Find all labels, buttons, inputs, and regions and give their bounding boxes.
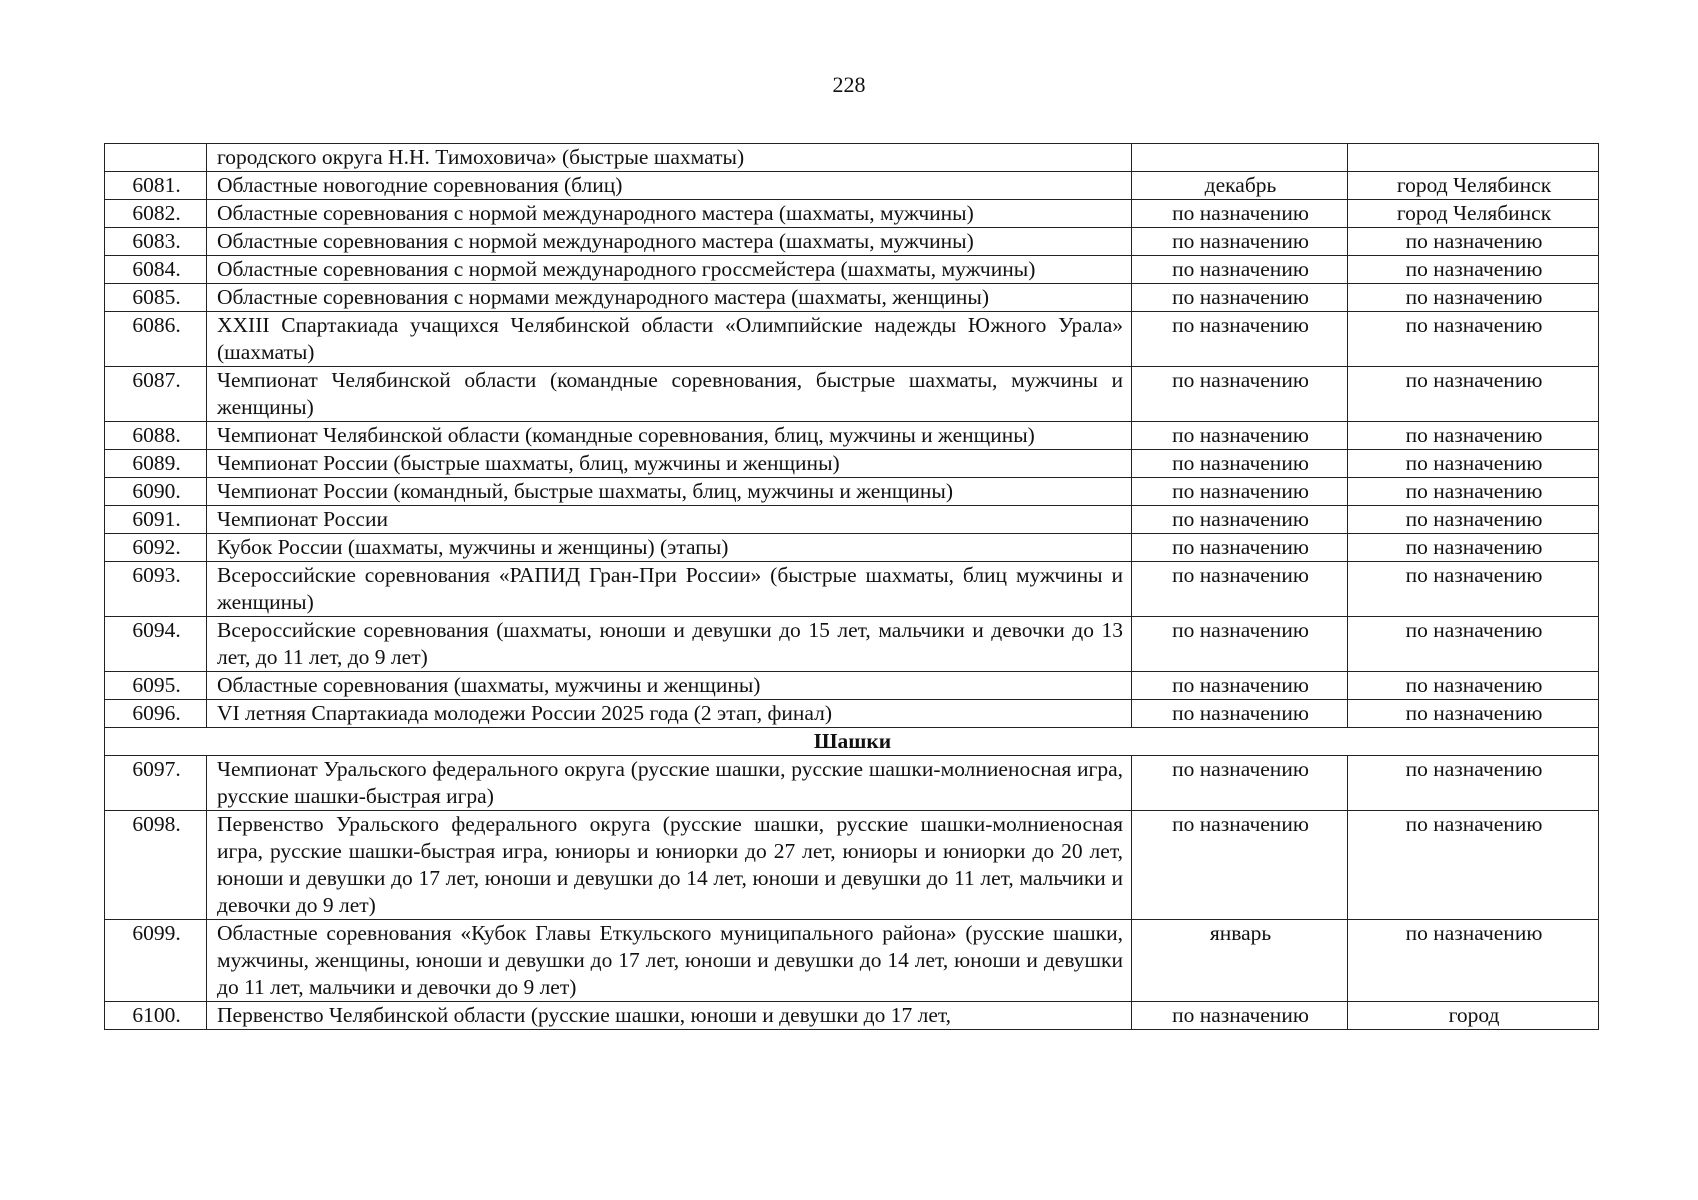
event-place-cell [1348, 144, 1599, 172]
event-date-cell: по назначению [1132, 562, 1348, 617]
section-row [105, 728, 1599, 756]
event-date-cell: по назначению [1132, 756, 1348, 811]
event-place-cell: по назначению [1348, 700, 1599, 728]
event-place-cell: по назначению [1348, 284, 1599, 312]
row-number-cell [105, 144, 207, 172]
table-row [105, 534, 1599, 562]
event-name-cell: Областные соревнования с нормами международного мастера (шахматы, женщины) [207, 284, 1132, 312]
event-name-cell: VI летняя Спартакиада молодежи России 2025 года (2 этап, финал) [207, 700, 1132, 728]
event-name-cell: Чемпионат Уральского федерального округа (русские шашки, русские шашки-молниеносная игра, русские шашки-быстрая игра) [207, 756, 1132, 811]
row-number-cell: 6081. [105, 172, 207, 200]
table-row [105, 672, 1599, 700]
table-row [105, 422, 1599, 450]
event-name-cell: городского округа Н.Н. Тимоховича» (быстрые шахматы) [207, 144, 1132, 172]
row-number-cell: 6096. [105, 700, 207, 728]
event-name-cell: Областные новогодние соревнования (блиц) [207, 172, 1132, 200]
event-date-cell [1132, 144, 1348, 172]
event-name-cell: XXIII Спартакиада учащихся Челябинской области «Олимпийские надежды Южного Урала» (шахматы) [207, 312, 1132, 367]
row-number-cell: 6094. [105, 617, 207, 672]
page-number: 228 [832, 72, 866, 97]
row-number-cell: 6100. [105, 1002, 207, 1030]
event-place-cell: по назначению [1348, 672, 1599, 700]
table-row [105, 562, 1599, 617]
table-row [105, 200, 1599, 228]
event-name-cell: Первенство Уральского федерального округа (русские шашки, русские шашки-молниеносная игра, русские шашки-быстрая игра, юниоры и юниорки до 27 лет, юниоры и юниорки до 20 лет, юноши и девушки до 17 лет, юноши и девушки до 14 лет, юноши и девушки до 11 лет, мальчики и девочки до 9 лет) [207, 811, 1132, 920]
event-name-cell: Областные соревнования «Кубок Главы Еткульского муниципального района» (русские шашки, мужчины, женщины, юноши и девушки до 17 лет, юноши и девушки до 14 лет, юноши и девушки до 11 лет, мальчики и девочки до 9 лет) [207, 920, 1132, 1002]
table-row [105, 506, 1599, 534]
event-name-cell: Кубок России (шахматы, мужчины и женщины) (этапы) [207, 534, 1132, 562]
row-number-cell: 6082. [105, 200, 207, 228]
row-number-cell: 6097. [105, 756, 207, 811]
event-name-cell: Всероссийские соревнования «РАПИД Гран-При России» (быстрые шахматы, блиц мужчины и женщины) [207, 562, 1132, 617]
event-date-cell: по назначению [1132, 478, 1348, 506]
table-row [105, 478, 1599, 506]
event-place-cell: по назначению [1348, 562, 1599, 617]
event-place-cell: по назначению [1348, 422, 1599, 450]
event-date-cell: по назначению [1132, 534, 1348, 562]
event-name-cell: Областные соревнования с нормой международного гроссмейстера (шахматы, мужчины) [207, 256, 1132, 284]
event-name-cell: Чемпионат Челябинской области (командные соревнования, быстрые шахматы, мужчины и женщины) [207, 367, 1132, 422]
row-number-cell: 6084. [105, 256, 207, 284]
event-place-cell: город Челябинск [1348, 200, 1599, 228]
table-row [105, 1002, 1599, 1030]
event-date-cell: по назначению [1132, 811, 1348, 920]
event-name-cell: Всероссийские соревнования (шахматы, юноши и девушки до 15 лет, мальчики и девочки до 13 лет, до 11 лет, до 9 лет) [207, 617, 1132, 672]
row-number-cell: 6098. [105, 811, 207, 920]
event-date-cell: по назначению [1132, 506, 1348, 534]
table-row [105, 312, 1599, 367]
row-number-cell: 6093. [105, 562, 207, 617]
event-date-cell: по назначению [1132, 1002, 1348, 1030]
event-name-cell: Областные соревнования с нормой международного мастера (шахматы, мужчины) [207, 200, 1132, 228]
event-place-cell: город Челябинск [1348, 172, 1599, 200]
row-number-cell: 6088. [105, 422, 207, 450]
row-number-cell: 6090. [105, 478, 207, 506]
event-date-cell: по назначению [1132, 367, 1348, 422]
row-number-cell: 6091. [105, 506, 207, 534]
event-place-cell: по назначению [1348, 312, 1599, 367]
row-number-cell: 6083. [105, 228, 207, 256]
event-date-cell: по назначению [1132, 422, 1348, 450]
table-row [105, 172, 1599, 200]
section-heading: Шашки [105, 728, 1599, 756]
table-row [105, 700, 1599, 728]
event-place-cell: по назначению [1348, 450, 1599, 478]
event-place-cell: по назначению [1348, 228, 1599, 256]
event-name-cell: Чемпионат Челябинской области (командные соревнования, блиц, мужчины и женщины) [207, 422, 1132, 450]
event-date-cell: декабрь [1132, 172, 1348, 200]
event-name-cell: Первенство Челябинской области (русские шашки, юноши и девушки до 17 лет, [207, 1002, 1132, 1030]
table-row [105, 920, 1599, 1002]
table-row [105, 367, 1599, 422]
event-place-cell: по назначению [1348, 756, 1599, 811]
table-row [105, 450, 1599, 478]
event-place-cell: по назначению [1348, 617, 1599, 672]
event-date-cell: по назначению [1132, 200, 1348, 228]
event-name-cell: Областные соревнования с нормой международного мастера (шахматы, мужчины) [207, 228, 1132, 256]
row-number-cell: 6092. [105, 534, 207, 562]
event-place-cell: город [1348, 1002, 1599, 1030]
table-row [105, 756, 1599, 811]
row-number-cell: 6099. [105, 920, 207, 1002]
event-date-cell: по назначению [1132, 312, 1348, 367]
event-name-cell: Чемпионат России [207, 506, 1132, 534]
event-date-cell: по назначению [1132, 450, 1348, 478]
event-name-cell: Чемпионат России (командный, быстрые шахматы, блиц, мужчины и женщины) [207, 478, 1132, 506]
event-name-cell: Областные соревнования (шахматы, мужчины и женщины) [207, 672, 1132, 700]
event-date-cell: по назначению [1132, 256, 1348, 284]
events-table [104, 143, 1599, 1030]
row-number-cell: 6086. [105, 312, 207, 367]
event-place-cell: по назначению [1348, 478, 1599, 506]
table-row [105, 256, 1599, 284]
table-row [105, 144, 1599, 172]
events-table-body [105, 144, 1599, 1030]
table-row [105, 228, 1599, 256]
table-row [105, 617, 1599, 672]
event-place-cell: по назначению [1348, 506, 1599, 534]
event-date-cell: по назначению [1132, 700, 1348, 728]
event-date-cell: по назначению [1132, 672, 1348, 700]
event-place-cell: по назначению [1348, 256, 1599, 284]
table-row [105, 284, 1599, 312]
row-number-cell: 6085. [105, 284, 207, 312]
table-row [105, 811, 1599, 920]
event-name-cell: Чемпионат России (быстрые шахматы, блиц, мужчины и женщины) [207, 450, 1132, 478]
event-place-cell: по назначению [1348, 811, 1599, 920]
event-date-cell: по назначению [1132, 284, 1348, 312]
event-place-cell: по назначению [1348, 534, 1599, 562]
row-number-cell: 6089. [105, 450, 207, 478]
row-number-cell: 6087. [105, 367, 207, 422]
event-date-cell: по назначению [1132, 228, 1348, 256]
row-number-cell: 6095. [105, 672, 207, 700]
event-date-cell: январь [1132, 920, 1348, 1002]
event-place-cell: по назначению [1348, 367, 1599, 422]
event-date-cell: по назначению [1132, 617, 1348, 672]
event-place-cell: по назначению [1348, 920, 1599, 1002]
